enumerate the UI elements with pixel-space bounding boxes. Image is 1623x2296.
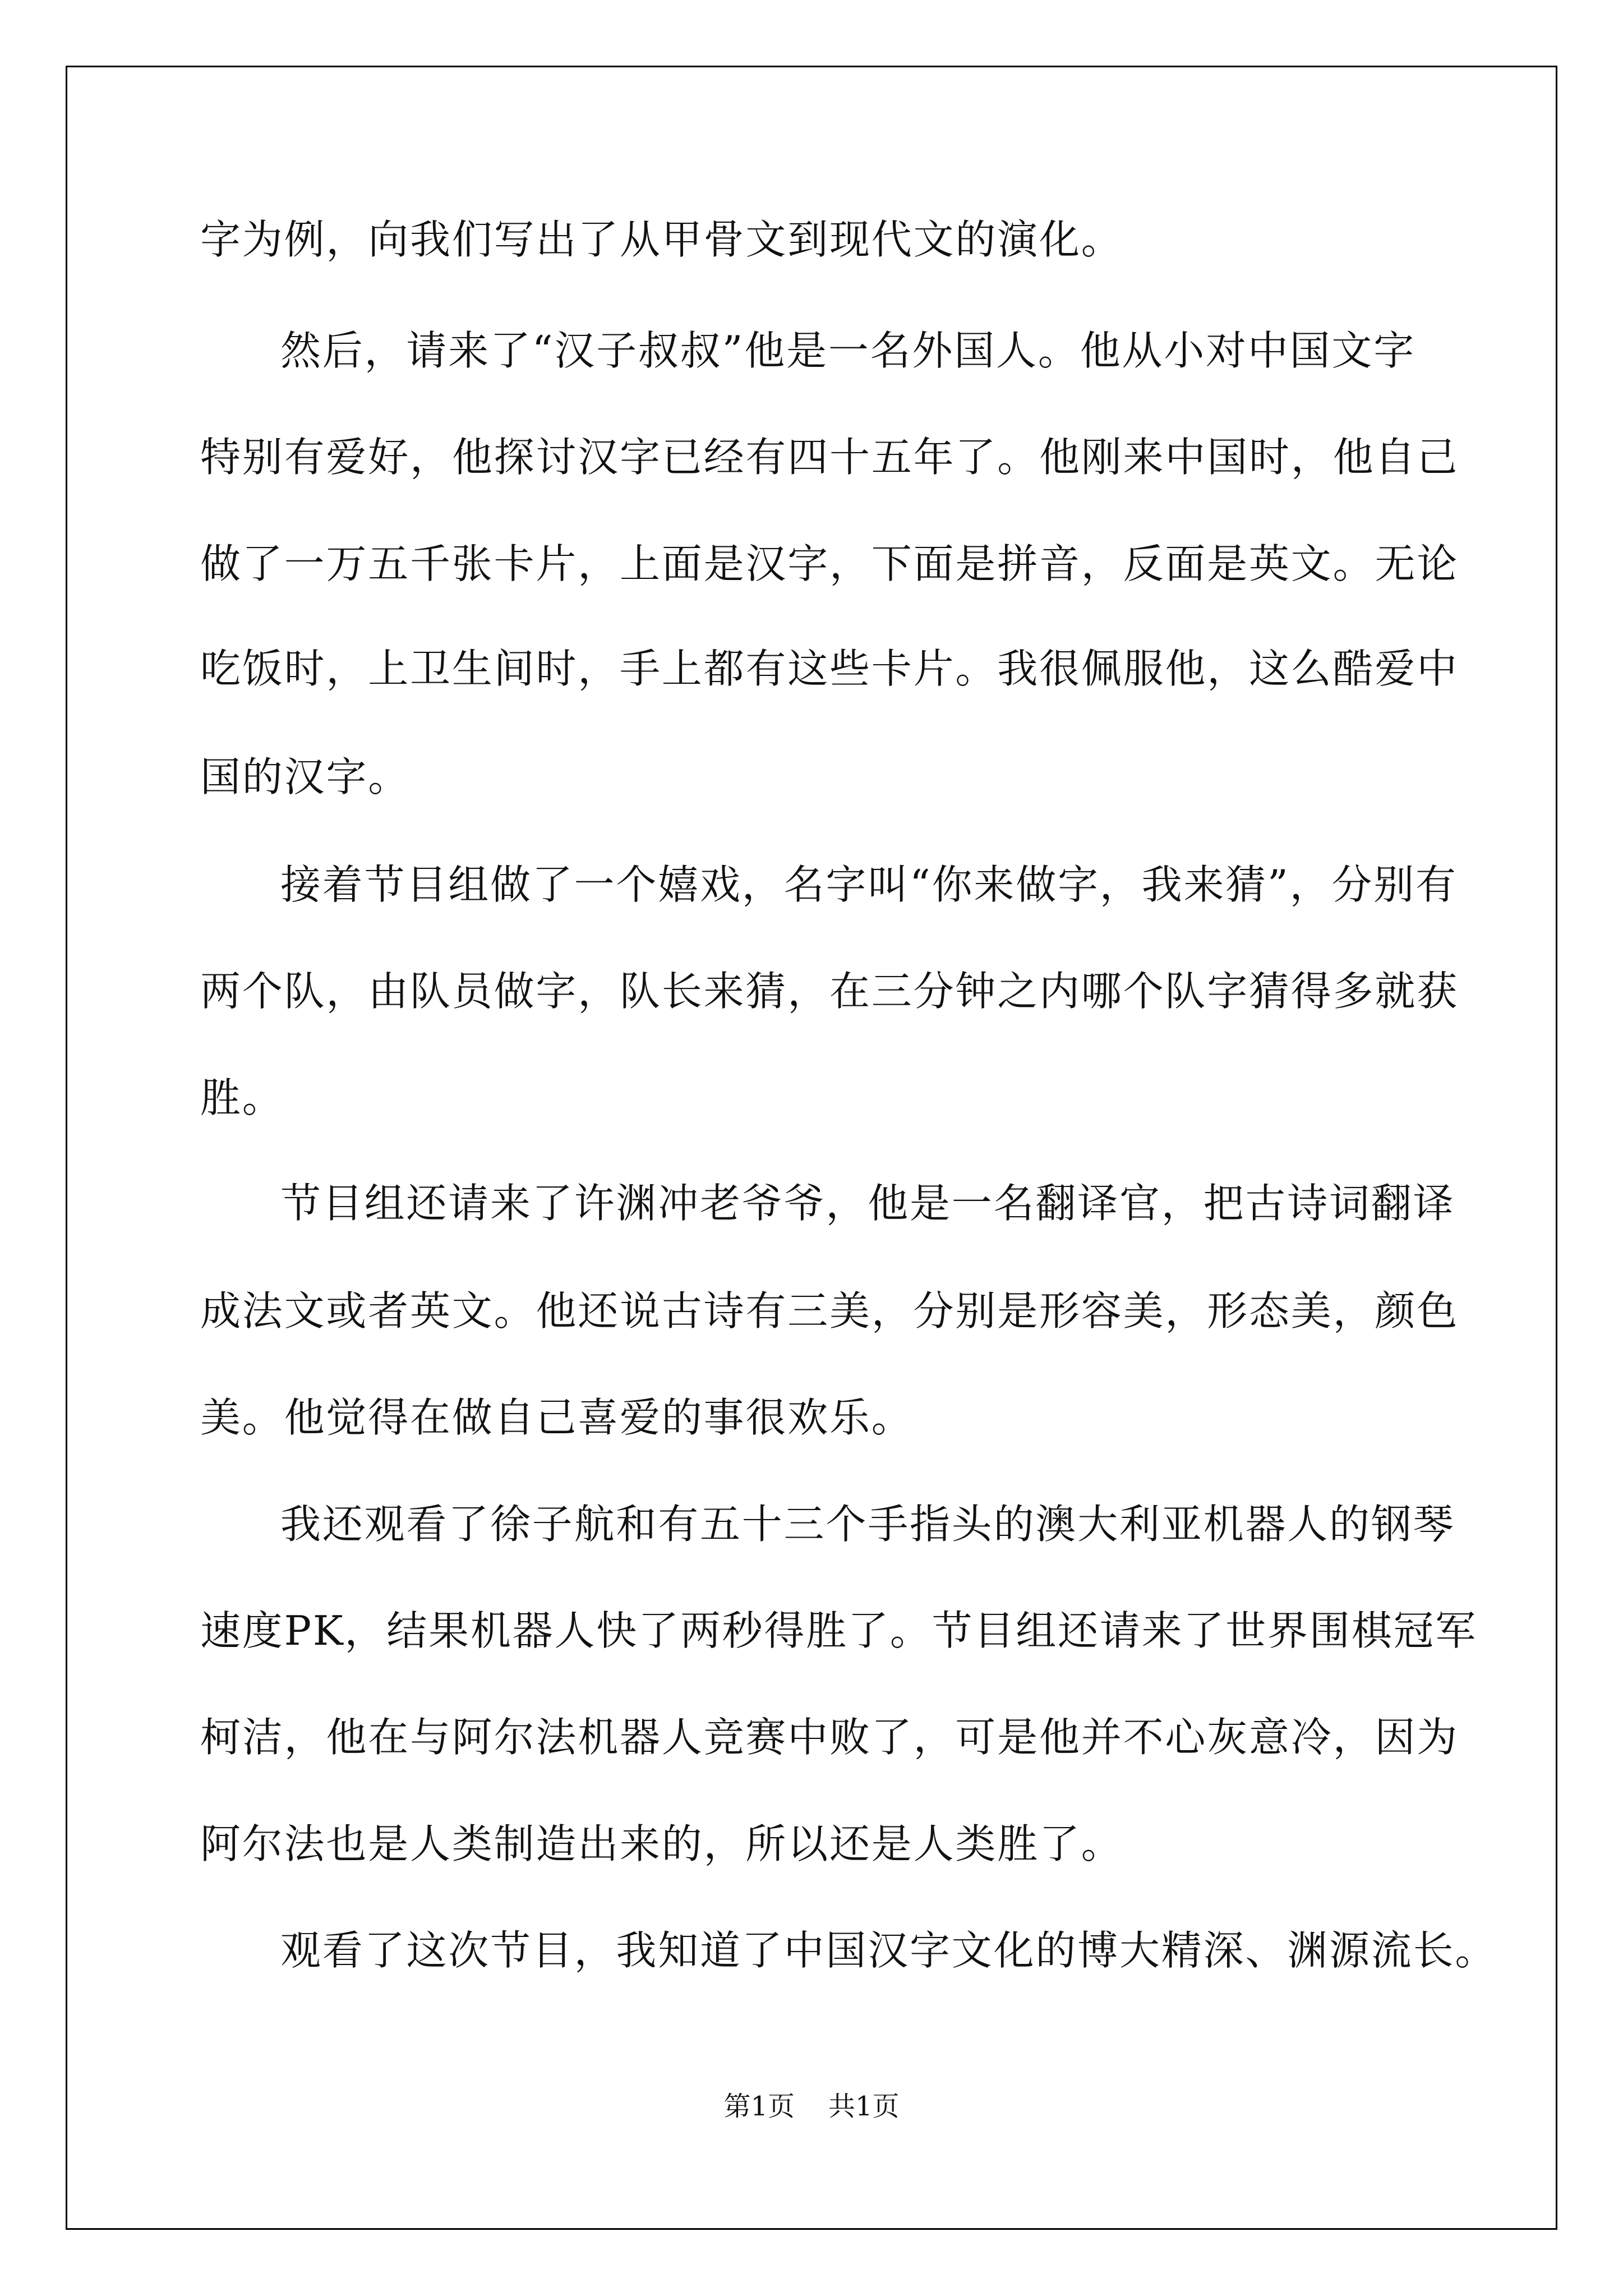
text-line-14: 速度PK，结果机器人快了两秒得胜了。节目组还请来了世界围棋冠军 xyxy=(200,1607,1478,1654)
text-line-16: 阿尔法也是人类制造出来的，所以还是人类胜了。 xyxy=(200,1820,1123,1867)
text-line-7: 接着节目组做了一个嬉戏，名字叫“你来做字，我来猜”，分别有 xyxy=(280,861,1458,908)
text-line-10: 节目组还请来了许渊冲老爷爷，他是一名翻译官，把古诗词翻译 xyxy=(280,1180,1455,1227)
text-line-17: 观看了这次节目，我知道了中国汉字文化的博大精深、渊源流长。 xyxy=(280,1927,1497,1974)
page-number-total: 共1页 xyxy=(828,2091,900,2122)
page-footer xyxy=(0,2090,1623,2123)
text-line-11: 成法文或者英文。他还说古诗有三美，分别是形容美，形态美，颜色 xyxy=(200,1287,1459,1335)
text-line-9: 胜。 xyxy=(200,1074,284,1121)
text-line-6: 国的汉字。 xyxy=(200,753,411,800)
text-line-3: 特别有爱好，他探讨汉字已经有四十五年了。他刚来中国时，他自己 xyxy=(200,434,1459,481)
text-line-5: 吃饭时，上卫生间时，手上都有这些卡片。我很佩服他，这么酷爱中 xyxy=(200,645,1459,692)
text-line-12: 美。他觉得在做自己喜爱的事很欢乐。 xyxy=(200,1394,914,1441)
page-number-current: 第1页 xyxy=(723,2091,795,2122)
text-line-2: 然后，请来了“汉子叔叔”他是一名外国人。他从小对中国文字 xyxy=(280,327,1416,374)
page-border xyxy=(66,66,1557,2230)
text-line-4: 做了一万五千张卡片，上面是汉字，下面是拼音，反面是英文。无论 xyxy=(200,540,1459,587)
text-line-8: 两个队，由队员做字，队长来猜，在三分钟之内哪个队字猜得多就获 xyxy=(200,968,1459,1015)
text-line-1: 字为例，向我们写出了从甲骨文到现代文的演化。 xyxy=(200,216,1123,263)
text-line-15: 柯洁，他在与阿尔法机器人竞赛中败了，可是他并不心灰意冷，因为 xyxy=(200,1714,1459,1761)
text-line-13: 我还观看了徐子航和有五十三个手指头的澳大利亚机器人的钢琴 xyxy=(280,1501,1455,1548)
